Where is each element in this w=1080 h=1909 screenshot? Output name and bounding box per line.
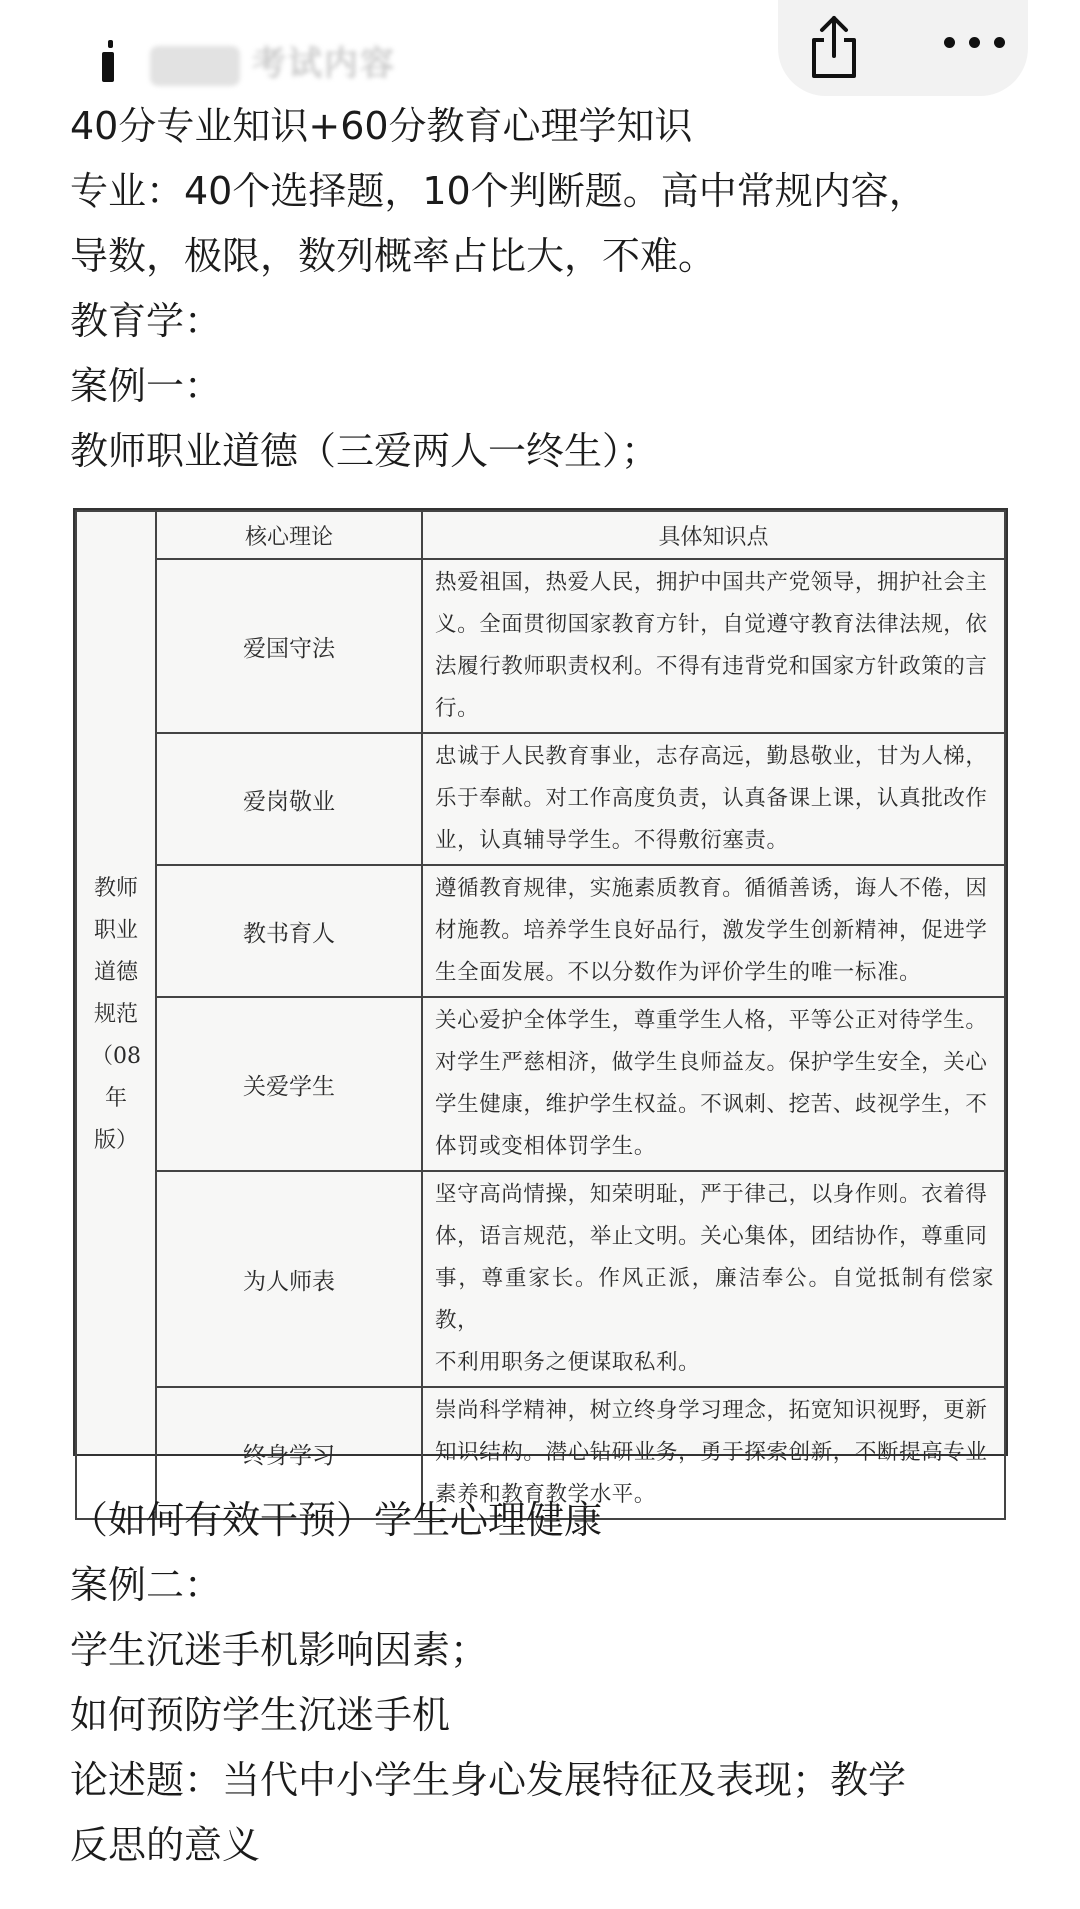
text-line-9: 学生沉迷手机影响因素； — [70, 1628, 489, 1672]
header-detail: 具体知识点 — [422, 511, 1005, 559]
text-line-2: 专业：40个选择题，10个判断题。高中常规内容， — [70, 169, 927, 213]
text-line-8: 案例二： — [70, 1563, 223, 1607]
back-icon[interactable] — [72, 22, 112, 84]
ethics-table-image — [73, 508, 1008, 1507]
text-line-6: 教师职业道德（三爱两人一终生）； — [70, 429, 660, 473]
detail-cell: 关心爱护全体学生，尊重学生人格，平等公正对待学生。 对学生严慈相济，做学生良师益友。保护学生安全，关心 学生健康，维护学生权益。不讽刺、挖苦、歧视学生，不 体罚或变相体罚学生。 — [422, 997, 1005, 1171]
text-line-12: 反思的意义 — [70, 1823, 261, 1867]
side-label-segment: 规范 — [93, 1002, 138, 1027]
theory-cell: 教书育人 — [156, 865, 422, 997]
blurred-title: 考试内容 — [150, 38, 396, 90]
text-line-11: 论述题：当代中小学生身心发展特征及表现；教学 — [70, 1758, 907, 1802]
text-line-10: 如何预防学生沉迷手机 — [70, 1693, 451, 1737]
detail-cell: 遵循教育规律，实施素质教育。循循善诱，诲人不倦，因 材施教。培养学生良好品行，激发学生创新精神，促进学 生全面发展。不以分数作为评价学生的唯一标准。 — [422, 865, 1005, 997]
more-icon[interactable] — [940, 28, 1010, 58]
detail-cell: 坚守高尚情操，知荣明耻，严于律己，以身作则。衣着得 体，语言规范，举止文明。关心集体，团结协作，尊重同 事，尊重家长。作风正派，廉洁奉公。自觉抵制有偿家教， 不利用职务之便谋取私利。 — [422, 1171, 1005, 1387]
theory-cell: 爱岗敬业 — [156, 733, 422, 865]
side-label-segment: 年 — [104, 1086, 127, 1111]
detail-cell: 崇尚科学精神，树立终身学习理念，拓宽知识视野，更新 知识结构。潜心钻研业务，勇于探索创新，不断提高专业 素养和教育教学水平。 — [422, 1387, 1005, 1519]
side-label-segment: 职业 — [93, 918, 138, 943]
ethics-table — [75, 510, 1006, 1520]
share-icon[interactable] — [800, 8, 868, 88]
text-line-3: 导数，极限，数列概率占比大，不难。 — [70, 234, 717, 278]
side-label-segment: （08 — [91, 1044, 141, 1069]
side-label-segment: 版） — [93, 1128, 138, 1153]
theory-cell: 关爱学生 — [156, 997, 422, 1171]
theory-cell: 终身学习 — [156, 1387, 422, 1519]
detail-cell: 热爱祖国，热爱人民，拥护中国共产党领导，拥护社会主 义。全面贯彻国家教育方针，自觉遵守教育法律法规，依 法履行教师职责权利。不得有违背党和国家方针政策的言 行。 — [422, 559, 1005, 733]
side-label-segment: 道德 — [93, 960, 138, 985]
text-line-7: （如何有效干预）学生心理健康 — [70, 1498, 603, 1542]
text-line-5: 案例一： — [70, 364, 223, 408]
detail-cell: 忠诚于人民教育事业，志存高远，勤恳敬业，甘为人梯， 乐于奉献。对工作高度负责，认真备课上课，认真批改作 业，认真辅导学生。不得敷衍塞责。 — [422, 733, 1005, 865]
theory-cell: 爱国守法 — [156, 559, 422, 733]
side-label-segment: 教师 — [93, 876, 138, 901]
text-line-4: 教育学： — [70, 299, 223, 343]
text-line-1: 40分专业知识+60分教育心理学知识 — [70, 104, 693, 148]
side-label — [76, 511, 156, 1519]
header-theory: 核心理论 — [156, 511, 422, 559]
theory-cell: 为人师表 — [156, 1171, 422, 1387]
